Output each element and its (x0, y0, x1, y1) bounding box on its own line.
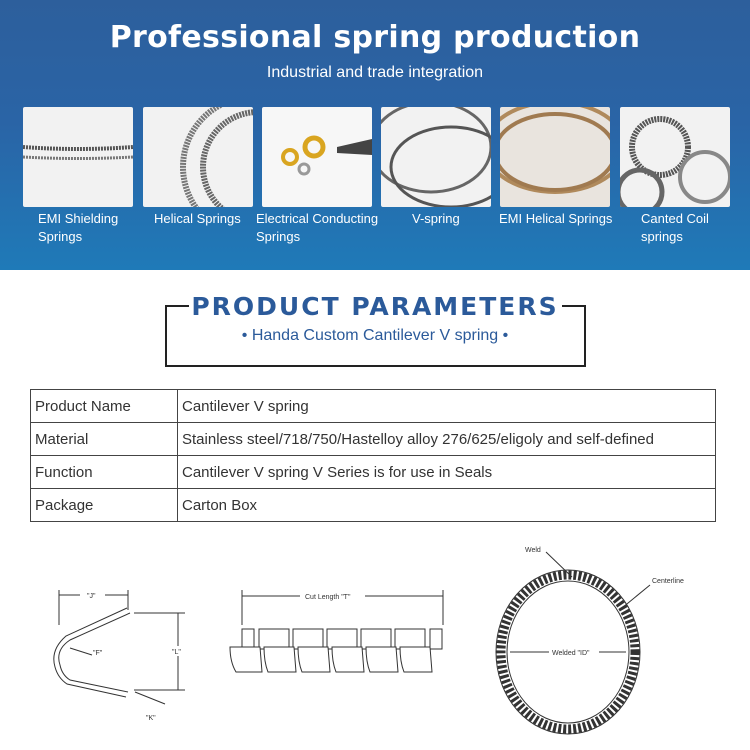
parameters-title: PRODUCT PARAMETERS (191, 292, 559, 321)
product-image-emi-shielding[interactable] (23, 107, 133, 207)
row-label: Material (31, 423, 178, 456)
welded-id-label: Welded "ID" (552, 650, 590, 657)
spring-diagrams (0, 540, 750, 750)
product-label-emi-helical[interactable]: EMI Helical Springs (499, 211, 613, 226)
product-label-v-spring[interactable]: V-spring (412, 211, 460, 226)
row-label: Package (31, 489, 178, 522)
row-value: Cantilever V spring V Series is for use in Seals (178, 456, 716, 489)
weld-label: Weld (525, 547, 541, 554)
banner-title: Professional spring production (109, 20, 641, 55)
parameters-table (30, 389, 716, 522)
product-image-canted-coil[interactable] (620, 107, 730, 207)
product-label-electrical[interactable]: Electrical Conducting Springs (256, 211, 379, 244)
dim-f-label: "F" (93, 650, 103, 657)
centerline-label: Centerline (652, 578, 684, 585)
table-row (31, 423, 716, 456)
v-profile-diagram (54, 590, 185, 704)
product-label-emi-shielding[interactable]: EMI Shielding Springs (38, 211, 119, 244)
welded-ring-diagram (496, 552, 650, 734)
cut-length-diagram (230, 590, 443, 672)
row-value: Carton Box (178, 489, 716, 522)
table-row (31, 456, 716, 489)
table-row (31, 390, 716, 423)
banner-subtitle: Industrial and trade integration (266, 64, 484, 81)
product-image-helical[interactable] (143, 107, 253, 207)
product-label-canted-coil[interactable]: Canted Coil springs (641, 211, 709, 244)
row-label: Function (31, 456, 178, 489)
row-label: Product Name (31, 390, 178, 423)
parameters-subtitle: • Handa Custom Cantilever V spring • (241, 327, 509, 344)
dim-k-label: "K" (146, 715, 156, 722)
cut-length-label: Cut Length "T" (305, 594, 351, 601)
dim-l-label: "L" (172, 649, 181, 656)
row-value: Cantilever V spring (178, 390, 716, 423)
product-label-helical[interactable]: Helical Springs (154, 211, 241, 226)
dim-j-label: "J" (87, 593, 96, 600)
banner (0, 0, 750, 270)
product-image-emi-helical[interactable] (500, 107, 610, 207)
row-value: Stainless steel/718/750/Hastelloy alloy 276/625/eligoly and self-defined (178, 423, 716, 456)
table-row (31, 489, 716, 522)
product-image-v-spring[interactable] (381, 107, 491, 207)
product-image-electrical[interactable] (262, 107, 372, 207)
